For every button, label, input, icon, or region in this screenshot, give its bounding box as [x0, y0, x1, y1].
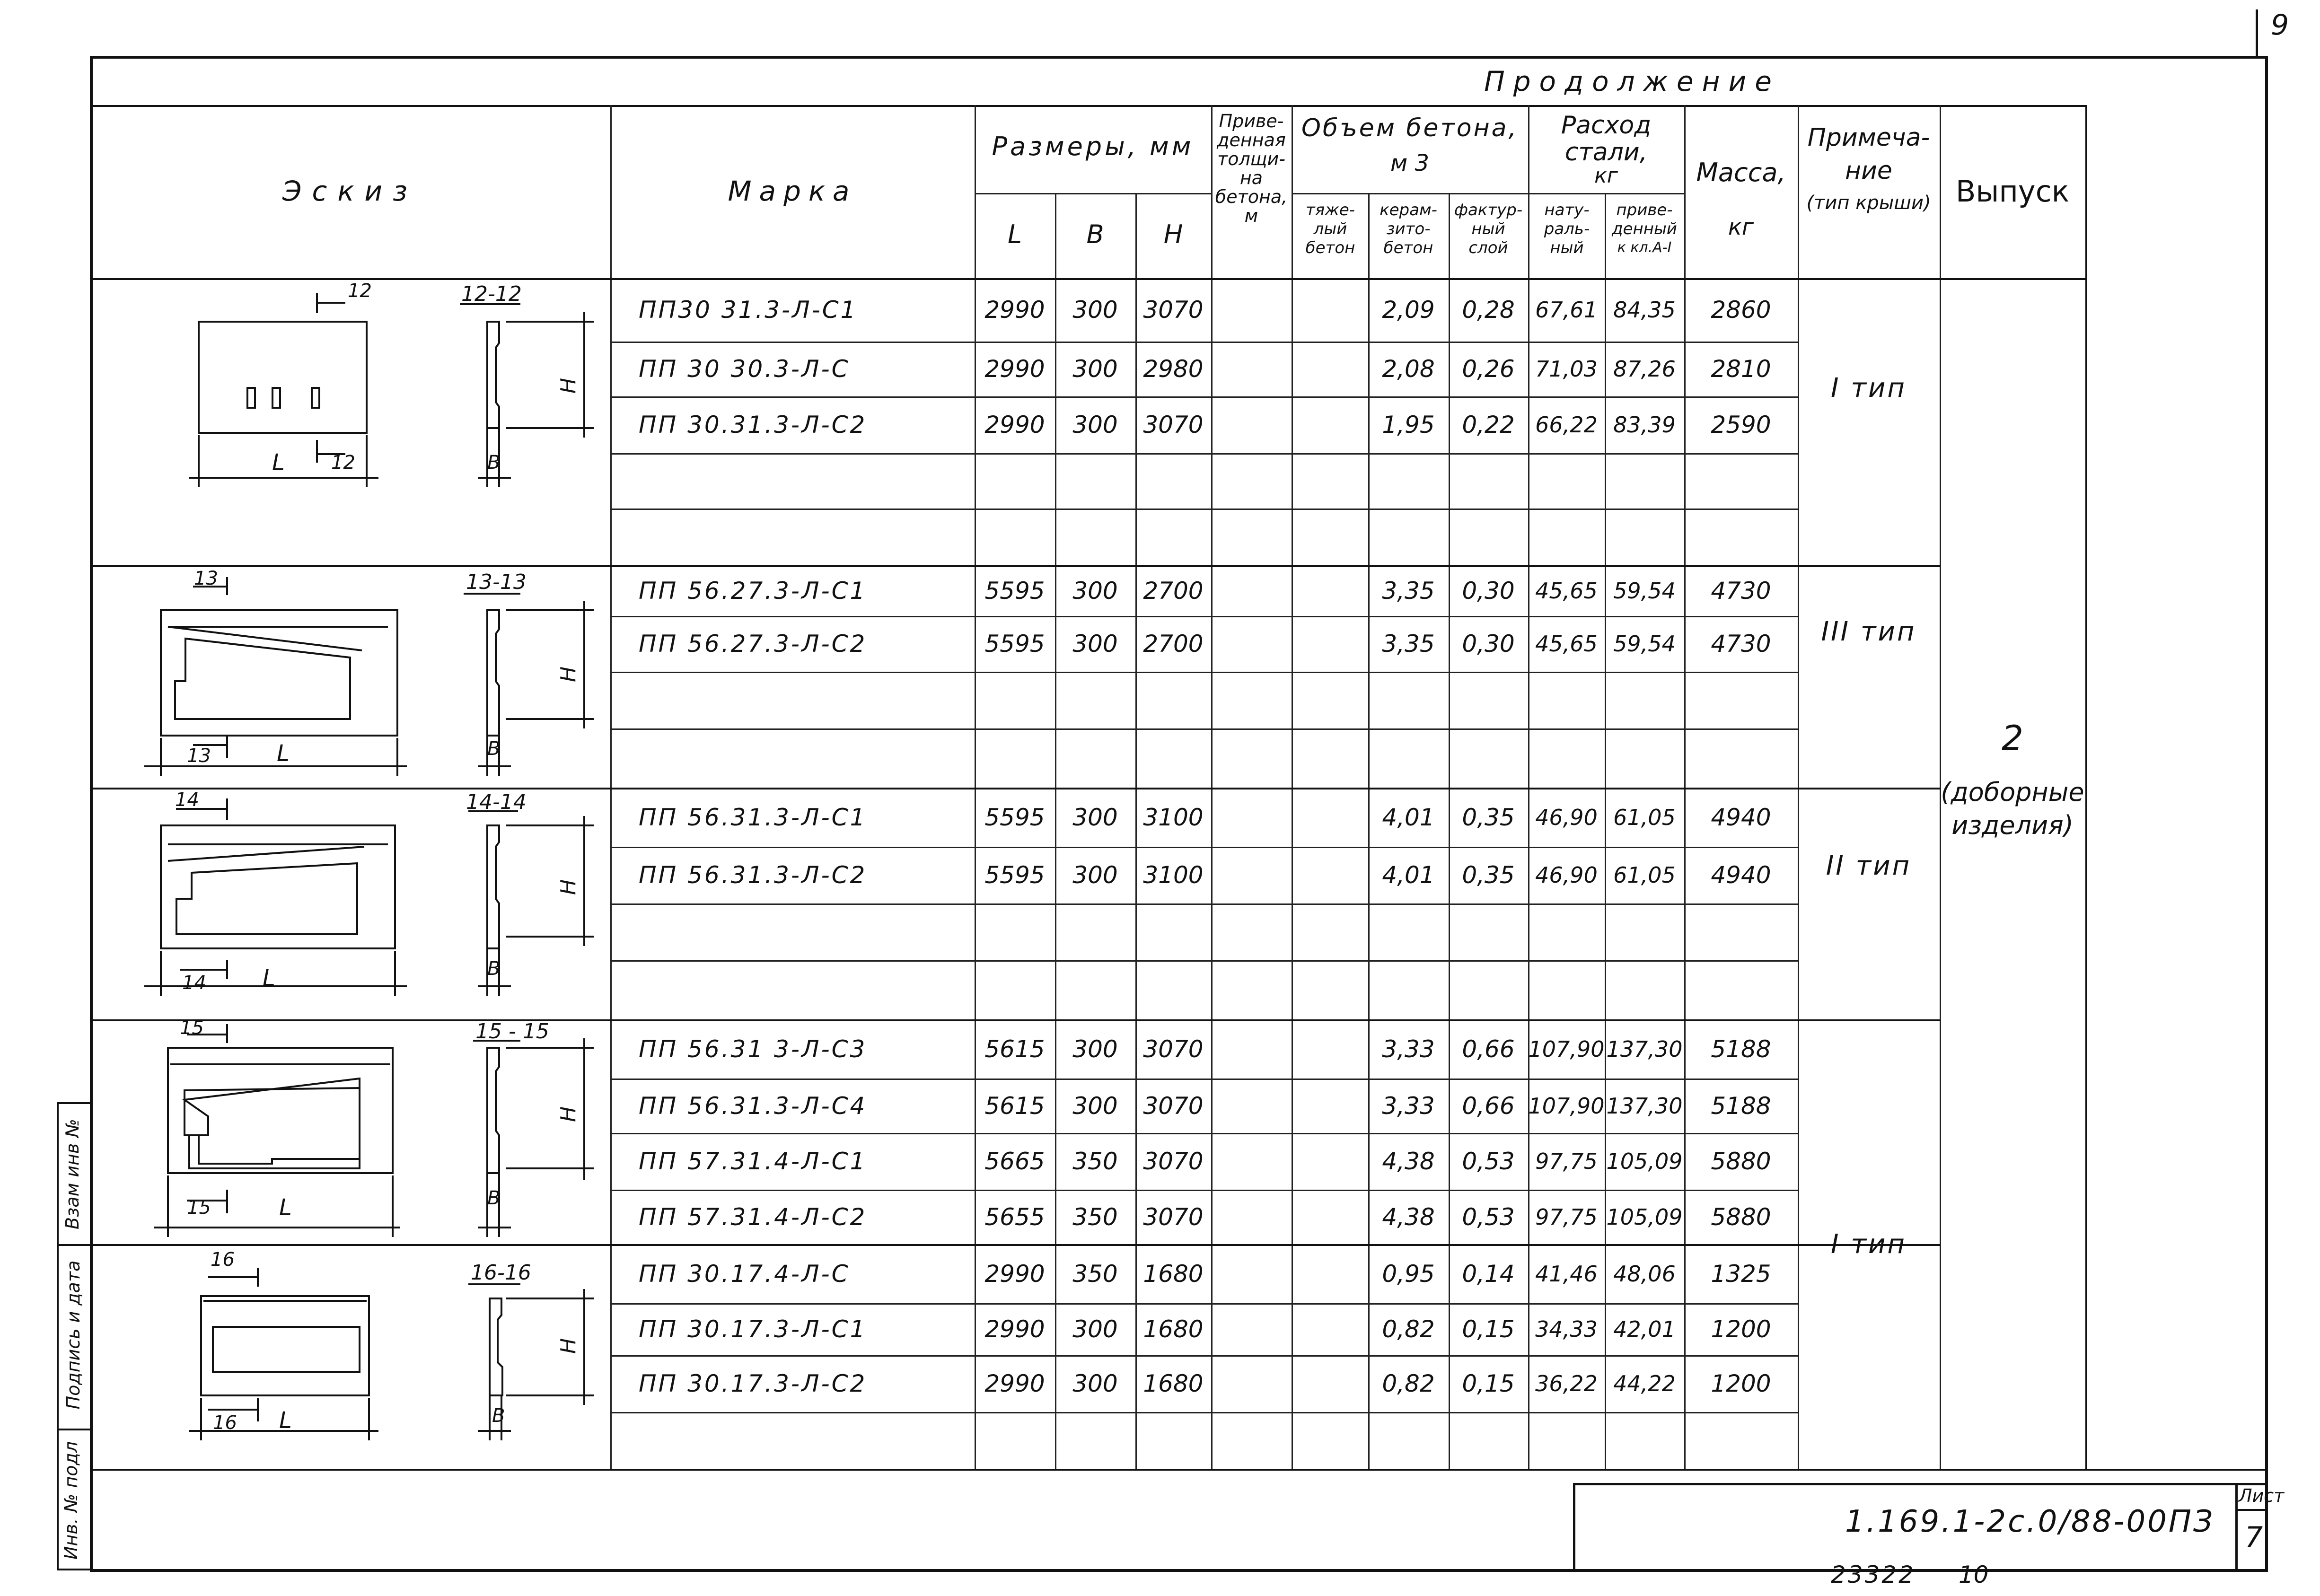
cell-mark: ПП 30.17.4-Л-С [639, 1260, 850, 1288]
cell-nat: 97,75 [1535, 1204, 1598, 1230]
sketch5-H-label: Н [556, 1338, 581, 1354]
cell-L: 2990 [984, 296, 1045, 324]
cell-mark: ПП 56.27.3-Л-С2 [639, 630, 867, 658]
sketch3-B-label: В [487, 958, 501, 980]
header-dimensions: Размеры, мм [992, 131, 1194, 161]
cell-mark: ПП 30.17.3-Л-С2 [639, 1370, 867, 1397]
cell-cer: 2,08 [1382, 355, 1435, 383]
header-concrete-volume: Объем бетона, [1301, 114, 1519, 142]
cell-B: 350 [1072, 1260, 1118, 1288]
header-reduced-thickness: Приве- денная толщи- на бетона, м [1215, 111, 1288, 226]
cell-mass: 4730 [1711, 630, 1771, 658]
side-stamp-replacement: Взам инв № [62, 1119, 83, 1229]
cell-fac: 0,66 [1462, 1092, 1515, 1120]
sketch1-B-label: В [487, 452, 501, 474]
cell-H: 1680 [1143, 1370, 1204, 1397]
header-mass: Масса, [1696, 158, 1786, 187]
cell-L: 5595 [984, 630, 1045, 658]
title-block-sheet-col [2235, 1483, 2238, 1572]
cell-red: 44,22 [1613, 1371, 1676, 1396]
title-block-sheet-divider [2235, 1509, 2268, 1511]
cell-nat: 71,03 [1535, 356, 1598, 382]
cell-red: 137,30 [1606, 1036, 1683, 1062]
cell-red: 42,01 [1613, 1316, 1676, 1342]
cell-B: 300 [1072, 1035, 1118, 1063]
cell-red: 84,35 [1613, 297, 1676, 323]
cell-nat: 36,22 [1535, 1371, 1598, 1396]
side-stamp-divider-1 [57, 1244, 90, 1246]
roof-type-2: III тип [1821, 616, 1916, 647]
cell-mark: ПП 56.31.3-Л-С4 [639, 1092, 867, 1120]
cell-nat: 97,75 [1535, 1149, 1598, 1174]
cell-fac: 0,53 [1462, 1148, 1515, 1175]
header-heavy: тяже- лый бетон [1305, 201, 1355, 257]
cell-mark: ПП 56.31 3-Л-С3 [639, 1035, 867, 1063]
cell-B: 300 [1072, 355, 1118, 383]
cell-red: 61,05 [1613, 804, 1676, 830]
cell-H: 1680 [1143, 1315, 1204, 1343]
cell-fac: 0,35 [1462, 861, 1515, 889]
cell-B: 300 [1072, 630, 1118, 658]
sketch5-section-mark: 16 [211, 1249, 235, 1271]
cell-mark: ПП 57.31.4-Л-С1 [639, 1148, 867, 1175]
sketch2-B-label: В [487, 738, 501, 760]
cell-nat: 67,61 [1535, 297, 1598, 323]
cell-B: 300 [1072, 411, 1118, 438]
cell-B: 300 [1072, 577, 1118, 605]
cell-cer: 4,38 [1382, 1203, 1435, 1231]
header-mass-unit: кг [1728, 214, 1754, 240]
header-reduced: приве- денный к кл.А-I [1612, 201, 1677, 256]
sketch1-section-title: 12-12 [461, 282, 522, 306]
cell-cer: 0,82 [1382, 1315, 1435, 1343]
cell-nat: 45,65 [1535, 631, 1598, 657]
sketch3-section-title: 14-14 [466, 790, 527, 814]
roof-type-4: I тип [1831, 1228, 1907, 1260]
cell-mass: 1200 [1711, 1315, 1771, 1343]
cell-mark: ПП 56.27.3-Л-С1 [639, 577, 867, 605]
sketch4-section-mark: 15 [180, 1017, 204, 1039]
cell-mark: ПП 30.31.3-Л-С2 [639, 411, 867, 438]
bottom-format: 10 [1959, 1561, 1989, 1588]
cell-L: 5665 [984, 1148, 1045, 1175]
cell-nat: 41,46 [1535, 1261, 1598, 1287]
sketch2-section-title: 13-13 [466, 570, 527, 594]
cell-H: 2700 [1143, 577, 1204, 605]
cell-mark: ПП 56.31.3-Л-С1 [639, 803, 867, 831]
cell-red: 83,39 [1613, 412, 1676, 438]
cell-cer: 0,95 [1382, 1260, 1435, 1288]
cell-cer: 4,01 [1382, 803, 1435, 831]
sketch-4 [154, 1024, 594, 1237]
cell-B: 300 [1072, 296, 1118, 324]
sheet-number: 7 [2245, 1521, 2263, 1554]
cell-red: 59,54 [1613, 631, 1676, 657]
cell-H: 3100 [1143, 861, 1204, 889]
cell-mark: ПП30 31.3-Л-С1 [639, 296, 858, 324]
header-dim-L: L [1007, 219, 1022, 249]
cell-mass: 4940 [1711, 803, 1771, 831]
cell-L: 5595 [984, 803, 1045, 831]
cell-cer: 3,35 [1382, 577, 1435, 605]
cell-H: 3070 [1143, 411, 1204, 438]
cell-mark: ПП 30.17.3-Л-С1 [639, 1315, 867, 1343]
header-issue: Выпуск [1955, 174, 2070, 209]
cell-L: 2990 [984, 1260, 1045, 1288]
sketch5-B-label: В [492, 1405, 505, 1427]
cell-H: 3070 [1143, 1148, 1204, 1175]
cell-cer: 0,82 [1382, 1370, 1435, 1397]
cell-B: 350 [1072, 1203, 1118, 1231]
cell-B: 300 [1072, 1092, 1118, 1120]
cell-mass: 5880 [1711, 1203, 1771, 1231]
cell-fac: 0,35 [1462, 803, 1515, 831]
sketch2-L-label: L [277, 740, 290, 767]
sketch5-section-title: 16-16 [471, 1261, 531, 1285]
cell-mark: ПП 56.31.3-Л-С2 [639, 861, 867, 889]
cell-mass: 5188 [1711, 1035, 1771, 1063]
cell-B: 350 [1072, 1148, 1118, 1175]
document-code: 1.169.1-2с.0/88-00ПЗ [1845, 1504, 2215, 1539]
cell-L: 2990 [984, 1370, 1045, 1397]
cell-cer: 1,95 [1382, 411, 1435, 438]
sketch5-section-mark-bottom: 16 [213, 1412, 237, 1434]
cell-mass: 1325 [1711, 1260, 1771, 1288]
cell-red: 61,05 [1613, 862, 1676, 888]
sketch-1 [189, 293, 594, 487]
sketch5-L-label: L [279, 1407, 292, 1434]
cell-red: 137,30 [1606, 1093, 1683, 1119]
cell-fac: 0,28 [1462, 296, 1515, 324]
continuation-title: Продолжение [1484, 65, 1780, 97]
issue-value: 2 [2002, 718, 2023, 758]
cell-cer: 4,38 [1382, 1148, 1435, 1175]
cell-B: 300 [1072, 803, 1118, 831]
header-steel-use: Расход стали, кг [1561, 111, 1652, 188]
cell-mark: ПП 30 30.3-Л-С [639, 355, 850, 383]
side-stamp-signature: Подпись и дата [63, 1260, 84, 1410]
cell-H: 3070 [1143, 1035, 1204, 1063]
sketch2-H-label: Н [556, 666, 581, 683]
header-sketch: Эскиз [282, 175, 418, 207]
cell-H: 1680 [1143, 1260, 1204, 1288]
cell-mark: ПП 57.31.4-Л-С2 [639, 1203, 867, 1231]
cell-mass: 1200 [1711, 1370, 1771, 1397]
cell-mass: 4730 [1711, 577, 1771, 605]
cell-cer: 3,33 [1382, 1092, 1435, 1120]
cell-nat: 34,33 [1535, 1316, 1598, 1342]
cell-fac: 0,14 [1462, 1260, 1515, 1288]
cell-mass: 2860 [1711, 296, 1771, 324]
cell-L: 5595 [984, 577, 1045, 605]
sketch1-H-label: Н [556, 377, 581, 394]
sketch4-B-label: В [487, 1187, 501, 1209]
cell-mass: 2810 [1711, 355, 1771, 383]
header-mark: Марка [728, 175, 857, 207]
cell-L: 5615 [984, 1035, 1045, 1063]
cell-fac: 0,15 [1462, 1315, 1515, 1343]
cell-B: 300 [1072, 1370, 1118, 1397]
sketch4-section-mark-bottom: 15 [187, 1197, 211, 1219]
header-ceramsite: керам- зито- бетон [1380, 201, 1437, 257]
cell-fac: 0,15 [1462, 1370, 1515, 1397]
cell-fac: 0,22 [1462, 411, 1515, 438]
sketch4-section-title: 15 - 15 [475, 1019, 549, 1044]
sketch3-L-label: L [263, 965, 275, 991]
side-stamp-inventory: Инв. № подл [61, 1441, 81, 1560]
sketch2-section-mark-bottom: 13 [187, 745, 211, 767]
sketch4-L-label: L [279, 1194, 292, 1221]
sketch1-L-label: L [272, 449, 285, 476]
cell-mass: 2590 [1711, 411, 1771, 438]
cell-H: 3070 [1143, 1203, 1204, 1231]
sketch2-section-mark: 13 [194, 568, 218, 589]
roof-type-1: I тип [1831, 372, 1907, 403]
sketch-2 [144, 577, 594, 776]
cell-nat: 46,90 [1535, 804, 1598, 830]
cell-nat: 66,22 [1535, 412, 1598, 438]
cell-cer: 3,33 [1382, 1035, 1435, 1063]
cell-red: 105,09 [1606, 1204, 1683, 1230]
cell-fac: 0,30 [1462, 577, 1515, 605]
cell-nat: 107,90 [1528, 1036, 1605, 1062]
cell-cer: 3,35 [1382, 630, 1435, 658]
cell-H: 2700 [1143, 630, 1204, 658]
header-note: Примеча- ние (тип крыши) [1806, 123, 1931, 214]
cell-nat: 45,65 [1535, 578, 1598, 604]
sheet-label: Лист [2239, 1485, 2285, 1506]
cell-fac: 0,66 [1462, 1035, 1515, 1063]
cell-mass: 4940 [1711, 861, 1771, 889]
cell-red: 105,09 [1606, 1149, 1683, 1174]
cell-cer: 4,01 [1382, 861, 1435, 889]
cell-L: 5655 [984, 1203, 1045, 1231]
cell-cer: 2,09 [1382, 296, 1435, 324]
cell-fac: 0,26 [1462, 355, 1515, 383]
header-facing: фактур- ный слой [1454, 201, 1523, 257]
cell-L: 2990 [984, 355, 1045, 383]
cell-mass: 5188 [1711, 1092, 1771, 1120]
cell-mass: 5880 [1711, 1148, 1771, 1175]
cell-H: 3070 [1143, 1092, 1204, 1120]
cell-L: 2990 [984, 1315, 1045, 1343]
sketch3-H-label: Н [556, 879, 581, 895]
roof-type-3: II тип [1826, 850, 1912, 881]
header-natural: нату- раль- ный [1544, 201, 1590, 257]
corner-page-number: 9 [2271, 9, 2289, 42]
sketch1-section-mark-bottom: 12 [331, 452, 355, 474]
cell-red: 87,26 [1613, 356, 1676, 382]
cell-B: 300 [1072, 861, 1118, 889]
cell-red: 48,06 [1613, 1261, 1676, 1287]
cell-L: 2990 [984, 411, 1045, 438]
cell-L: 5595 [984, 861, 1045, 889]
sketch-5 [189, 1268, 594, 1440]
header-dim-H: Н [1163, 219, 1183, 249]
header-concrete-volume-unit: м 3 [1390, 150, 1429, 176]
cell-red: 59,54 [1613, 578, 1676, 604]
cell-H: 2980 [1143, 355, 1204, 383]
sketch4-H-label: Н [556, 1106, 581, 1122]
issue-note: (доборные изделия) [1941, 777, 2084, 840]
cell-L: 5615 [984, 1092, 1045, 1120]
sketch1-section-mark: 12 [348, 280, 372, 302]
cell-nat: 107,90 [1528, 1093, 1605, 1119]
cell-B: 300 [1072, 1315, 1118, 1343]
cell-fac: 0,30 [1462, 630, 1515, 658]
sketch-3 [144, 798, 594, 996]
bottom-code: 23322 [1831, 1561, 1916, 1588]
cell-H: 3070 [1143, 296, 1204, 324]
cell-H: 3100 [1143, 803, 1204, 831]
cell-nat: 46,90 [1535, 862, 1598, 888]
side-stamp-divider-2 [57, 1429, 90, 1430]
cell-fac: 0,53 [1462, 1203, 1515, 1231]
header-dim-B: В [1086, 219, 1104, 249]
sketch3-section-mark: 14 [175, 789, 199, 811]
sketch3-section-mark-bottom: 14 [182, 972, 206, 994]
